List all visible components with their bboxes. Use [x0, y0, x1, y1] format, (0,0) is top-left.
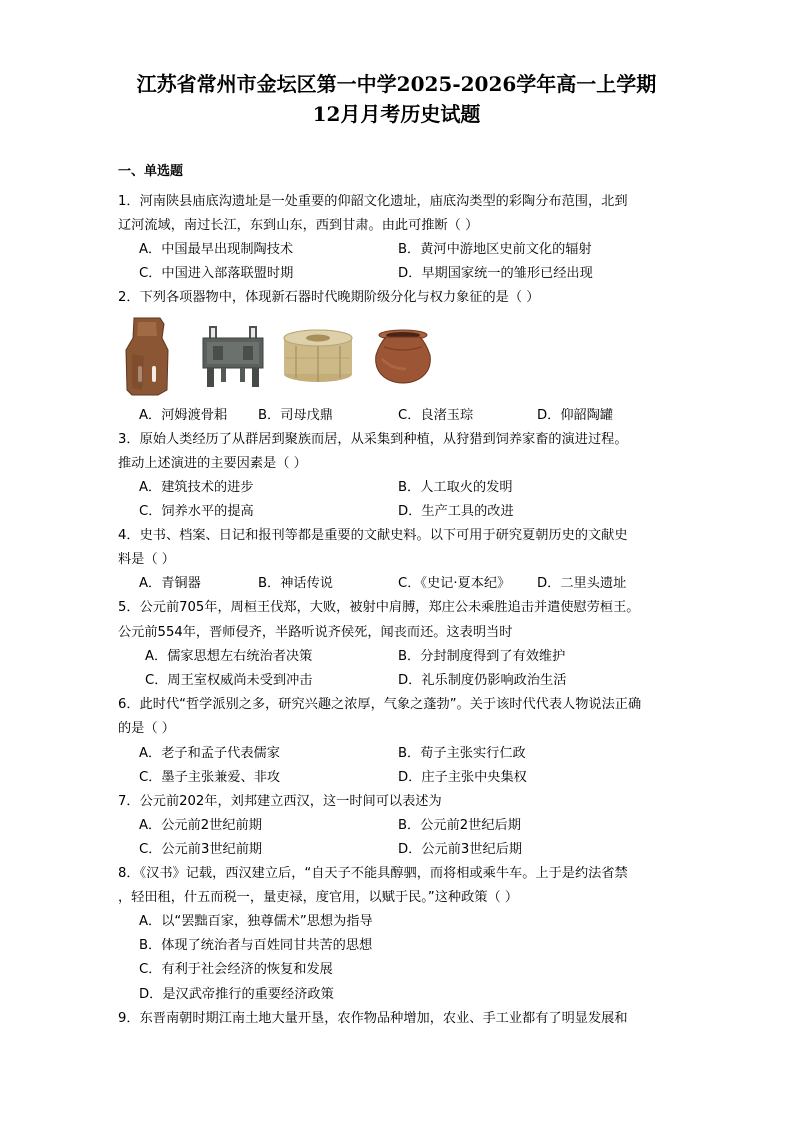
option-b[interactable]: B．人工取火的发明	[398, 480, 513, 495]
option-b[interactable]: B．司母戊鼎	[258, 408, 333, 423]
question-text-line: 8．《汉书》记载，西汉建立后，“自天子不能具醇驷，而将相或乘牛车。上于是约法省禁	[118, 866, 628, 881]
option-c[interactable]: C．饲养水平的提高	[139, 504, 254, 519]
pottery-jar-image	[372, 329, 434, 389]
question-text-line: 辽河流域，南过长江，东到山东，西到甘肃。由此可推断（ ）	[118, 218, 479, 233]
option-a[interactable]: A．儒家思想左右统治者决策	[145, 649, 313, 664]
option-b[interactable]: B．荀子主张实行仁政	[398, 746, 526, 761]
question-text-line: 的是（ ）	[118, 721, 175, 736]
option-d[interactable]: D．生产工具的改进	[398, 504, 514, 519]
question-text-line: 9．东晋南朝时期江南土地大量开垦，农作物品种增加，农业、手工业都有了明显发展和	[118, 1011, 628, 1026]
document-title-line-1: 江苏省常州市金坛区第一中学2025-2026学年高一上学期	[136, 72, 657, 96]
section-heading: 一、单选题	[118, 164, 184, 179]
option-b[interactable]: B．神话传说	[258, 576, 333, 591]
question-text-line: 4．史书、档案、日记和报刊等都是重要的文献史料。以下可用于研究夏朝历史的文献史	[118, 528, 628, 543]
question-text-line: 公元前554年，晋师侵齐，半路听说齐侯死，闻丧而还。这表明当时	[118, 625, 513, 640]
bronze-ding-image	[199, 324, 267, 392]
document-title-line-2: 12月月考历史试题	[312, 102, 481, 126]
option-a[interactable]: A．中国最早出现制陶技术	[139, 242, 294, 257]
option-d[interactable]: D．仰韶陶罐	[537, 408, 614, 423]
question-text-line: 推动上述演进的主要因素是（ ）	[118, 456, 307, 471]
option-b[interactable]: B．分封制度得到了有效维护	[398, 649, 566, 664]
option-c[interactable]: C．良渚玉琮	[398, 408, 474, 423]
question-text-line: ，轻田租，什五而税一，量吏禄，度官用，以赋于民。”这种政策（ ）	[118, 890, 519, 905]
option-a[interactable]: A．公元前2世纪前期	[139, 818, 262, 833]
option-d[interactable]: D．二里头遗址	[537, 576, 627, 591]
question-text-line: 料是（ ）	[118, 552, 175, 567]
option-c[interactable]: C．中国进入部落联盟时期	[139, 266, 294, 281]
option-a[interactable]: A．青铜器	[139, 576, 201, 591]
option-d[interactable]: D．公元前3世纪后期	[398, 842, 523, 857]
jade-cong-image	[282, 328, 354, 388]
question-text-line: 7．公元前202年，刘邦建立西汉，这一时间可以表述为	[118, 794, 442, 809]
option-c[interactable]: C．周王室权威尚未受到冲击	[145, 673, 313, 688]
option-b[interactable]: B．体现了统治者与百姓同甘共苦的思想	[139, 938, 373, 953]
option-d[interactable]: D．礼乐制度仍影响政治生活	[398, 673, 567, 688]
option-a[interactable]: A．建筑技术的进步	[139, 480, 254, 495]
question-text-line: 1．河南陕县庙底沟遗址是一处重要的仰韶文化遗址，庙底沟类型的彩陶分布范围，北到	[118, 194, 628, 209]
option-d[interactable]: D．早期国家统一的雏形已经出现	[398, 266, 593, 281]
option-d[interactable]: D．庄子主张中央集权	[398, 770, 527, 785]
option-b[interactable]: B．公元前2世纪后期	[398, 818, 521, 833]
bone-spade-image	[124, 316, 170, 400]
option-d[interactable]: D．是汉武帝推行的重要经济政策	[139, 987, 334, 1002]
option-a[interactable]: A．河姆渡骨耜	[139, 408, 228, 423]
question-text-line: 3．原始人类经历了从群居到聚族而居，从采集到种植，从狩猎到饲养家畜的演进过程。	[118, 432, 628, 447]
option-a[interactable]: A．老子和孟子代表儒家	[139, 746, 280, 761]
option-b[interactable]: B．黄河中游地区史前文化的辐射	[398, 242, 592, 257]
option-c[interactable]: C．公元前3世纪前期	[139, 842, 263, 857]
question-text-line: 6．此时代“哲学派别之多，研究兴趣之浓厚，气象之蓬勃”。关于该时代代表人物说法正确	[118, 697, 642, 712]
question-text-line: 2．下列各项器物中，体现新石器时代晚期阶级分化与权力象征的是（ ）	[118, 290, 540, 305]
option-a[interactable]: A．以“罢黜百家，独尊儒术”思想为指导	[139, 914, 373, 929]
option-c[interactable]: C．有利于社会经济的恢复和发展	[139, 962, 333, 977]
option-c[interactable]: C．墨子主张兼爱、非攻	[139, 770, 281, 785]
question-text-line: 5．公元前705年，周桓王伐郑，大败，被射中肩膊，郑庄公未乘胜追击并遣使慰劳桓王。	[118, 600, 640, 615]
option-c[interactable]: C．《史记·夏本纪》	[398, 576, 511, 591]
